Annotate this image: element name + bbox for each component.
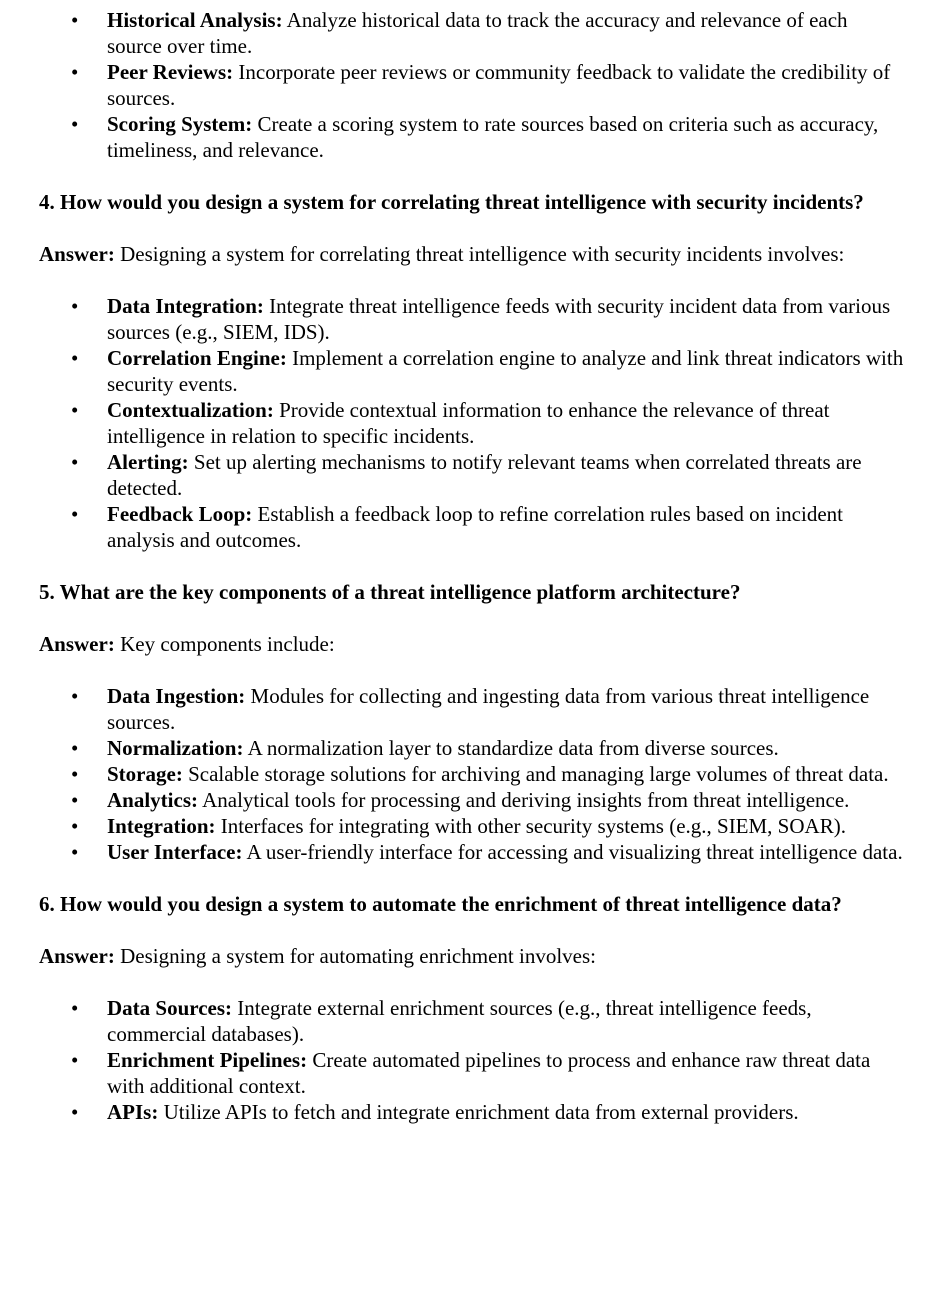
item-term: Normalization: (107, 736, 244, 760)
list-item (0, 839, 944, 865)
item-text: Analyze historical data to track the accuracy and relevance of each source over time. (107, 8, 848, 58)
list-item (0, 7, 944, 59)
list-item (0, 501, 944, 553)
item-text: Implement a correlation engine to analyze and link threat indicators with security events. (107, 346, 904, 396)
section-bullet-list (0, 683, 944, 865)
item-text: Incorporate peer reviews or community feedback to validate the credibility of sources. (107, 60, 891, 110)
answer-label: Answer: (39, 944, 115, 968)
bullet-icon: • (71, 60, 79, 84)
bullet-icon: • (71, 840, 79, 864)
list-item (0, 683, 944, 735)
bullet-icon: • (71, 1048, 79, 1072)
list-item (0, 1099, 944, 1125)
question-heading: 6. How would you design a system to automate the enrichment of threat intelligence data? (39, 892, 842, 916)
item-term: Scoring System: (107, 112, 253, 136)
bullet-icon: • (71, 398, 79, 422)
list-item (0, 995, 944, 1047)
item-term: Alerting: (107, 450, 189, 474)
list-item (0, 111, 944, 163)
item-term: Correlation Engine: (107, 346, 287, 370)
bullet-icon: • (71, 814, 79, 838)
item-term: Integration: (107, 814, 216, 838)
item-term: Peer Reviews: (107, 60, 234, 84)
item-term: Data Integration: (107, 294, 264, 318)
item-text: A normalization layer to standardize data from diverse sources. (243, 736, 779, 760)
list-item (0, 293, 944, 345)
answer-text: Designing a system for automating enrichment involves: (114, 944, 596, 968)
item-term: Data Ingestion: (107, 684, 246, 708)
item-term: Historical Analysis: (107, 8, 283, 32)
answer-paragraph (0, 631, 944, 657)
answer-paragraph (0, 943, 944, 969)
answer-paragraph (0, 241, 944, 267)
item-text: Create a scoring system to rate sources based on criteria such as accuracy, timeliness, and relevance. (107, 112, 879, 162)
bullet-icon: • (71, 502, 79, 526)
list-item (0, 345, 944, 397)
item-term: Storage: (107, 762, 183, 786)
item-text: Provide contextual information to enhance the relevance of threat intelligence in relation to specific incidents. (107, 398, 830, 448)
bullet-icon: • (71, 684, 79, 708)
list-item (0, 59, 944, 111)
item-term: Data Sources: (107, 996, 233, 1020)
list-item (0, 1047, 944, 1099)
item-text: Interfaces for integrating with other security systems (e.g., SIEM, SOAR). (215, 814, 846, 838)
bullet-icon: • (71, 762, 79, 786)
list-item (0, 735, 944, 761)
list-item (0, 787, 944, 813)
item-text: Integrate threat intelligence feeds with security incident data from various sources (e.g., SIEM, IDS). (107, 294, 891, 344)
item-term: Analytics: (107, 788, 198, 812)
bullet-icon: • (71, 1100, 79, 1124)
question-heading: 5. What are the key components of a threat intelligence platform architecture? (39, 580, 741, 604)
bullet-icon: • (71, 450, 79, 474)
item-term: Feedback Loop: (107, 502, 253, 526)
bullet-icon: • (71, 112, 79, 136)
item-text: Create automated pipelines to process and enhance raw threat data with additional context. (107, 1048, 871, 1098)
item-term: Contextualization: (107, 398, 274, 422)
item-text: Utilize APIs to fetch and integrate enrichment data from external providers. (158, 1100, 799, 1124)
item-text: Establish a feedback loop to refine correlation rules based on incident analysis and outcomes. (107, 502, 843, 552)
answer-text: Key components include: (114, 632, 335, 656)
top-bullet-list (0, 7, 944, 163)
bullet-icon: • (71, 788, 79, 812)
item-term: User Interface: (107, 840, 243, 864)
item-text: A user-friendly interface for accessing and visualizing threat intelligence data. (242, 840, 903, 864)
list-item (0, 449, 944, 501)
list-item (0, 761, 944, 787)
answer-label: Answer: (39, 632, 115, 656)
bullet-icon: • (71, 736, 79, 760)
bullet-icon: • (71, 996, 79, 1020)
item-text: Set up alerting mechanisms to notify relevant teams when correlated threats are detected. (107, 450, 862, 500)
item-text: Scalable storage solutions for archiving and managing large volumes of threat data. (182, 762, 889, 786)
bullet-icon: • (71, 8, 79, 32)
section-bullet-list (0, 293, 944, 553)
item-term: Enrichment Pipelines: (107, 1048, 308, 1072)
item-text: Integrate external enrichment sources (e.g., threat intelligence feeds, commercial databases). (107, 996, 812, 1046)
answer-label: Answer: (39, 242, 115, 266)
list-item (0, 397, 944, 449)
item-text: Modules for collecting and ingesting data from various threat intelligence sources. (107, 684, 870, 734)
item-text: Analytical tools for processing and deriving insights from threat intelligence. (198, 788, 850, 812)
answer-text: Designing a system for correlating threat intelligence with security incidents involves: (114, 242, 845, 266)
section-bullet-list (0, 995, 944, 1125)
bullet-icon: • (71, 294, 79, 318)
question-heading: 4. How would you design a system for correlating threat intelligence with security incidents? (39, 190, 864, 214)
bullet-icon: • (71, 346, 79, 370)
item-term: APIs: (107, 1100, 159, 1124)
list-item (0, 813, 944, 839)
